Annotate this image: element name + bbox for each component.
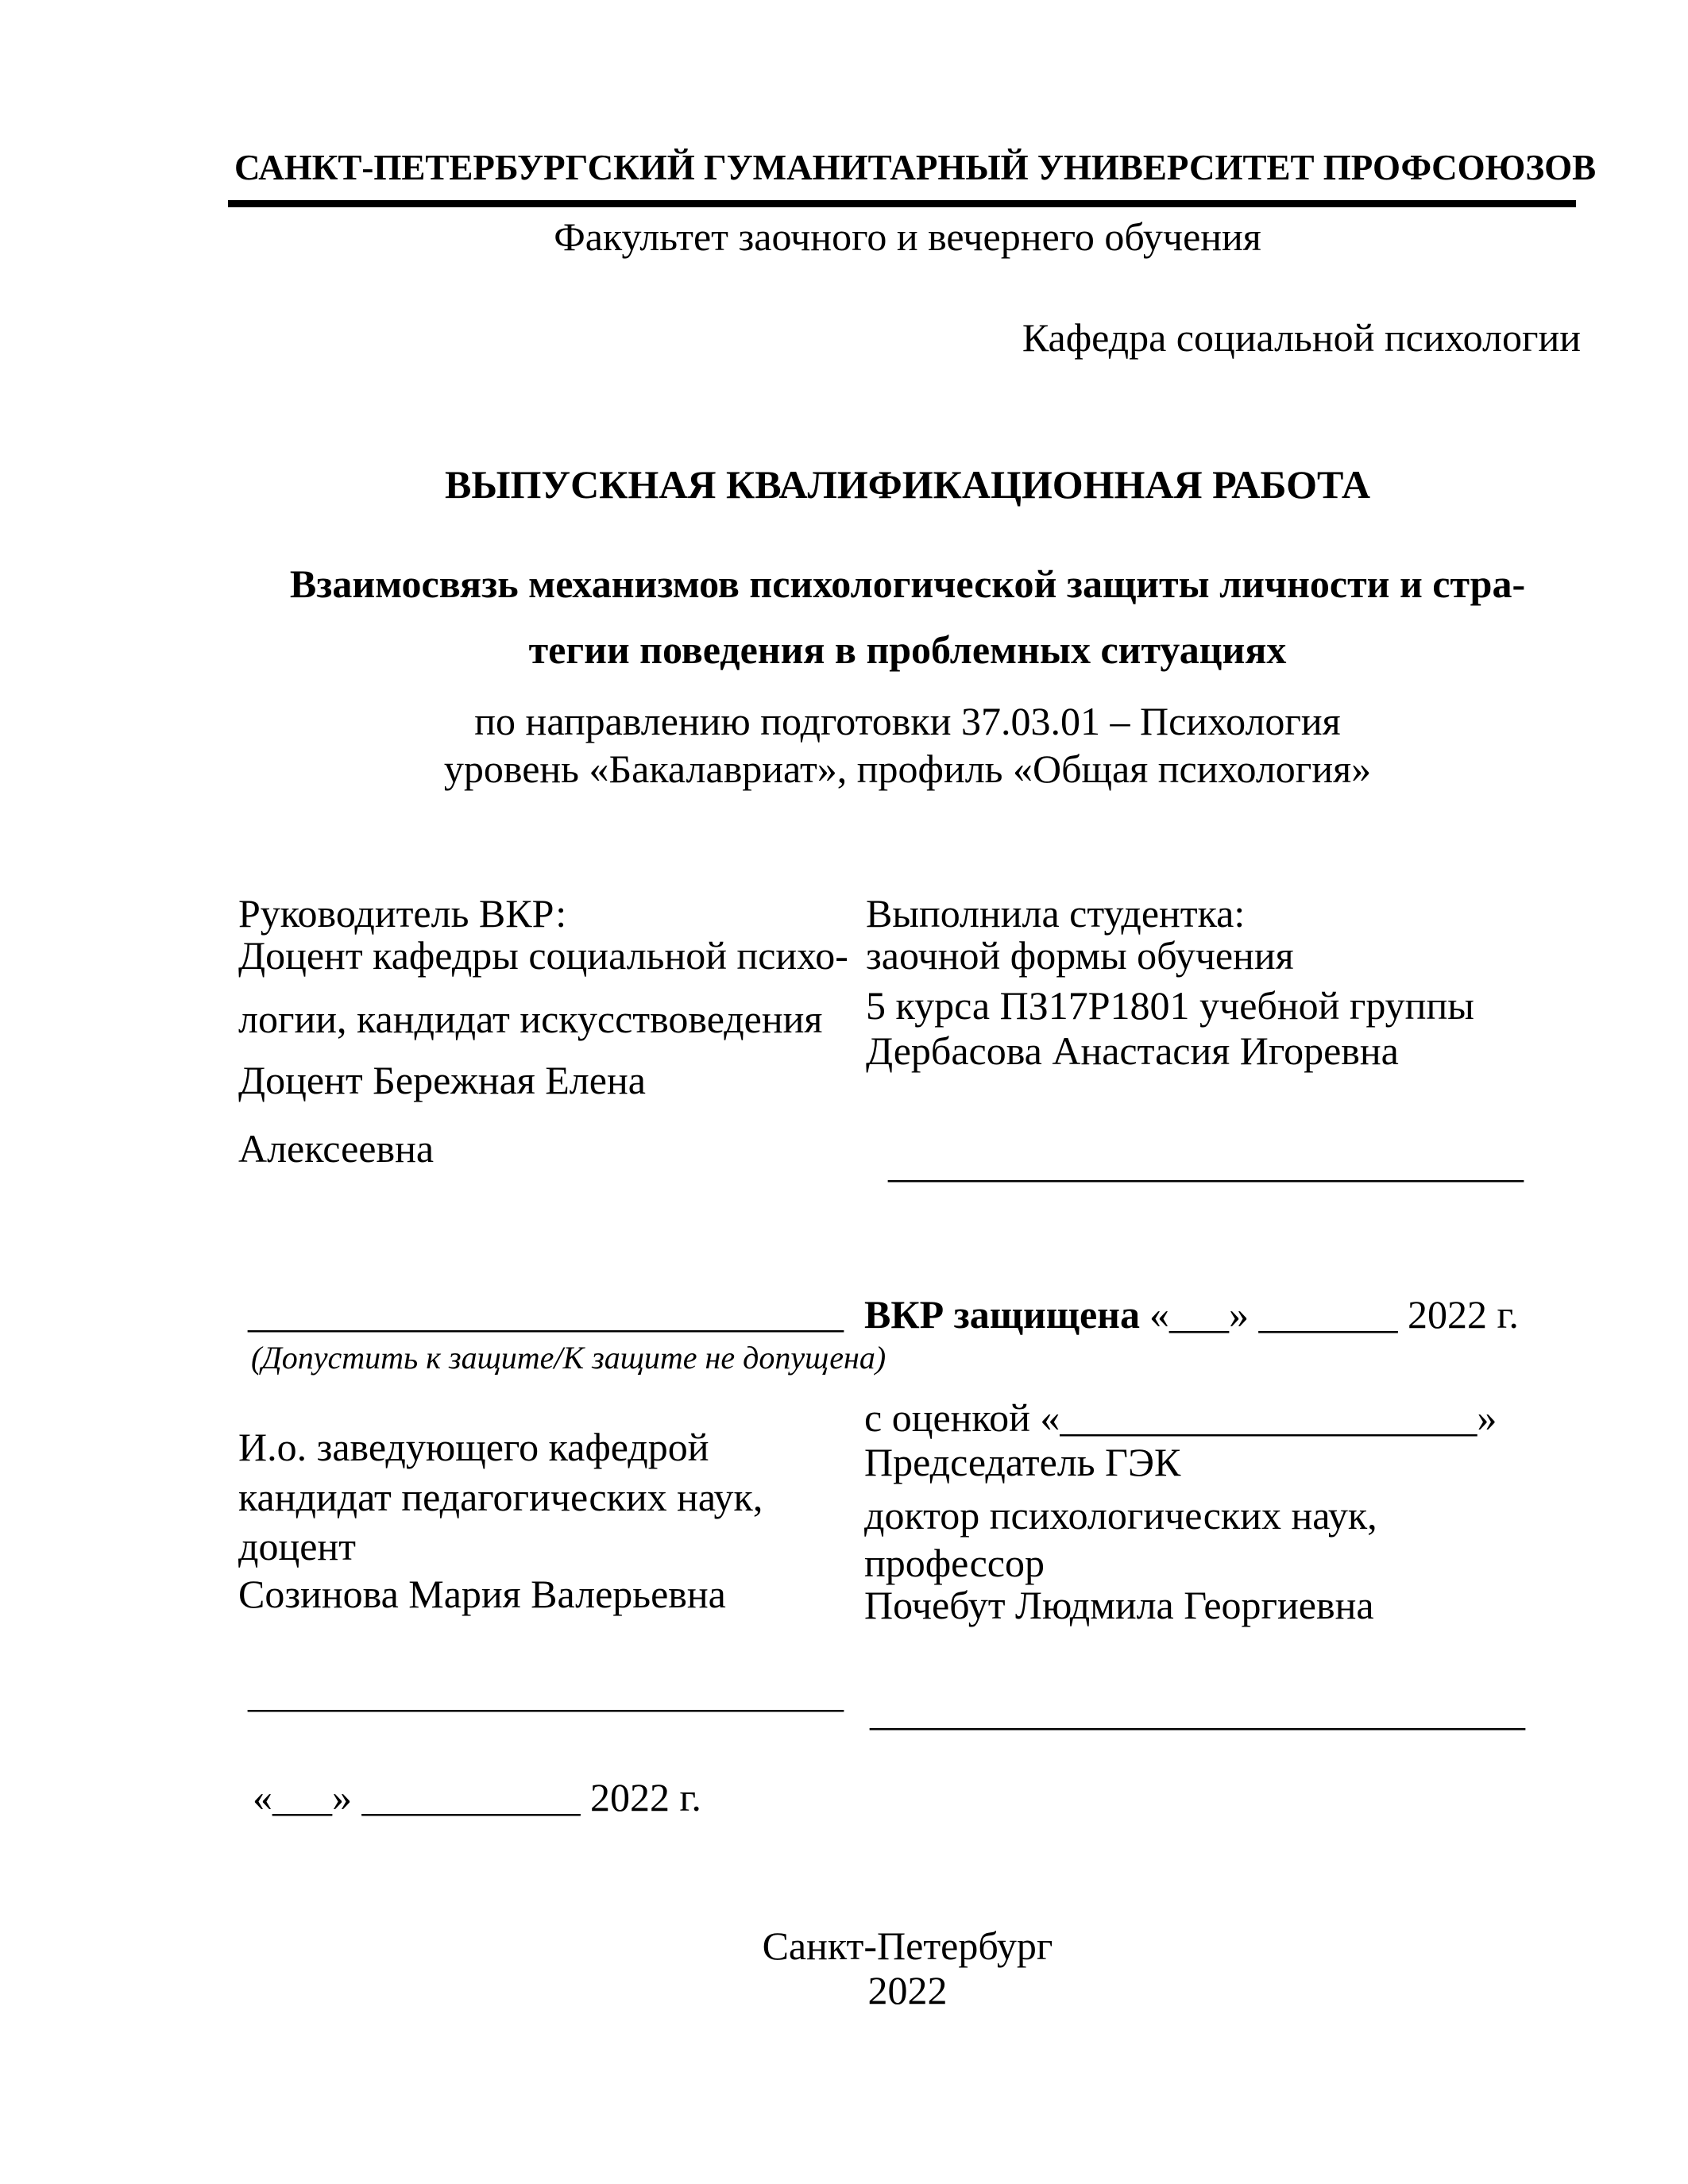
department-line: Кафедра социальной психологии	[1022, 315, 1581, 360]
student-group-line: 5 курса ПЗ17Р1801 учебной группы	[866, 983, 1474, 1028]
faculty-line: Факультет заочного и вечернего обучения	[554, 214, 1261, 259]
supervisor-heading: Руководитель ВКР:	[238, 891, 567, 936]
student-signature-line: ________________________________	[888, 1141, 1524, 1186]
defense-date-line	[864, 1292, 1519, 1337]
admission-date-line: «___» ___________ 2022 г.	[253, 1775, 701, 1819]
supervisor-position-line-1: Доцент кафедры социальной психо-	[238, 933, 848, 978]
work-type-title: ВЫПУСКНАЯ КВАЛИФИКАЦИОННАЯ РАБОТА	[445, 462, 1370, 507]
level-line: уровень «Бакалавриат», профиль «Общая психология»	[443, 747, 1372, 791]
gek-chairman-name: Почебут Людмила Георгиевна	[864, 1583, 1374, 1627]
admission-signature-line-2: ______________________________	[248, 1671, 844, 1715]
student-name-line: Дербасова Анастасия Игоревна	[866, 1028, 1399, 1073]
topic-line-1: Взаимосвязь механизмов психологической защиты личности и стра-	[289, 561, 1526, 606]
defense-label-bold: ВКР защищена	[864, 1292, 1140, 1337]
head-of-department-name: Созинова Мария Валерьевна	[238, 1572, 726, 1616]
defense-grade-line: с оценкой «_____________________»	[864, 1395, 1497, 1440]
admission-signature-line: ______________________________	[248, 1291, 844, 1336]
defense-label-rest: «___» _______ 2022 г.	[1149, 1292, 1519, 1337]
footer-year: 2022	[867, 1968, 948, 2012]
student-heading: Выполнила студентка:	[866, 891, 1246, 936]
admission-caption: (Допустить к защите/К защите не допущена)	[251, 1340, 886, 1376]
university-name: САНКТ-ПЕТЕРБУРГСКИЙ ГУМАНИТАРНЫЙ УНИВЕРСИТЕТ ПРОФСОЮЗОВ	[234, 148, 1597, 187]
supervisor-name-line-1: Доцент Бережная Елена	[238, 1058, 646, 1102]
gek-chairman-degree: доктор психологических наук,	[864, 1493, 1377, 1538]
header-rule	[228, 200, 1576, 207]
program-line: по направлению подготовки 37.03.01 – Психология	[474, 699, 1341, 743]
supervisor-position-line-2: логии, кандидат искусствоведения	[238, 997, 823, 1041]
topic-line-2: тегии поведения в проблемных ситуациях	[528, 627, 1287, 672]
supervisor-name-line-2: Алексеевна	[238, 1126, 435, 1171]
head-of-department-rank: доцент	[238, 1524, 356, 1569]
head-of-department-degree: кандидат педагогических наук,	[238, 1475, 763, 1519]
gek-chairman-rank: профессор	[864, 1541, 1045, 1585]
student-form-line: заочной формы обучения	[866, 933, 1294, 978]
gek-chairman-title: Председатель ГЭК	[864, 1440, 1181, 1484]
footer-city: Санкт-Петербург	[762, 1924, 1053, 1968]
head-of-department-title: И.о. заведующего кафедрой	[238, 1425, 709, 1469]
defense-signature-line: _________________________________	[870, 1689, 1525, 1734]
